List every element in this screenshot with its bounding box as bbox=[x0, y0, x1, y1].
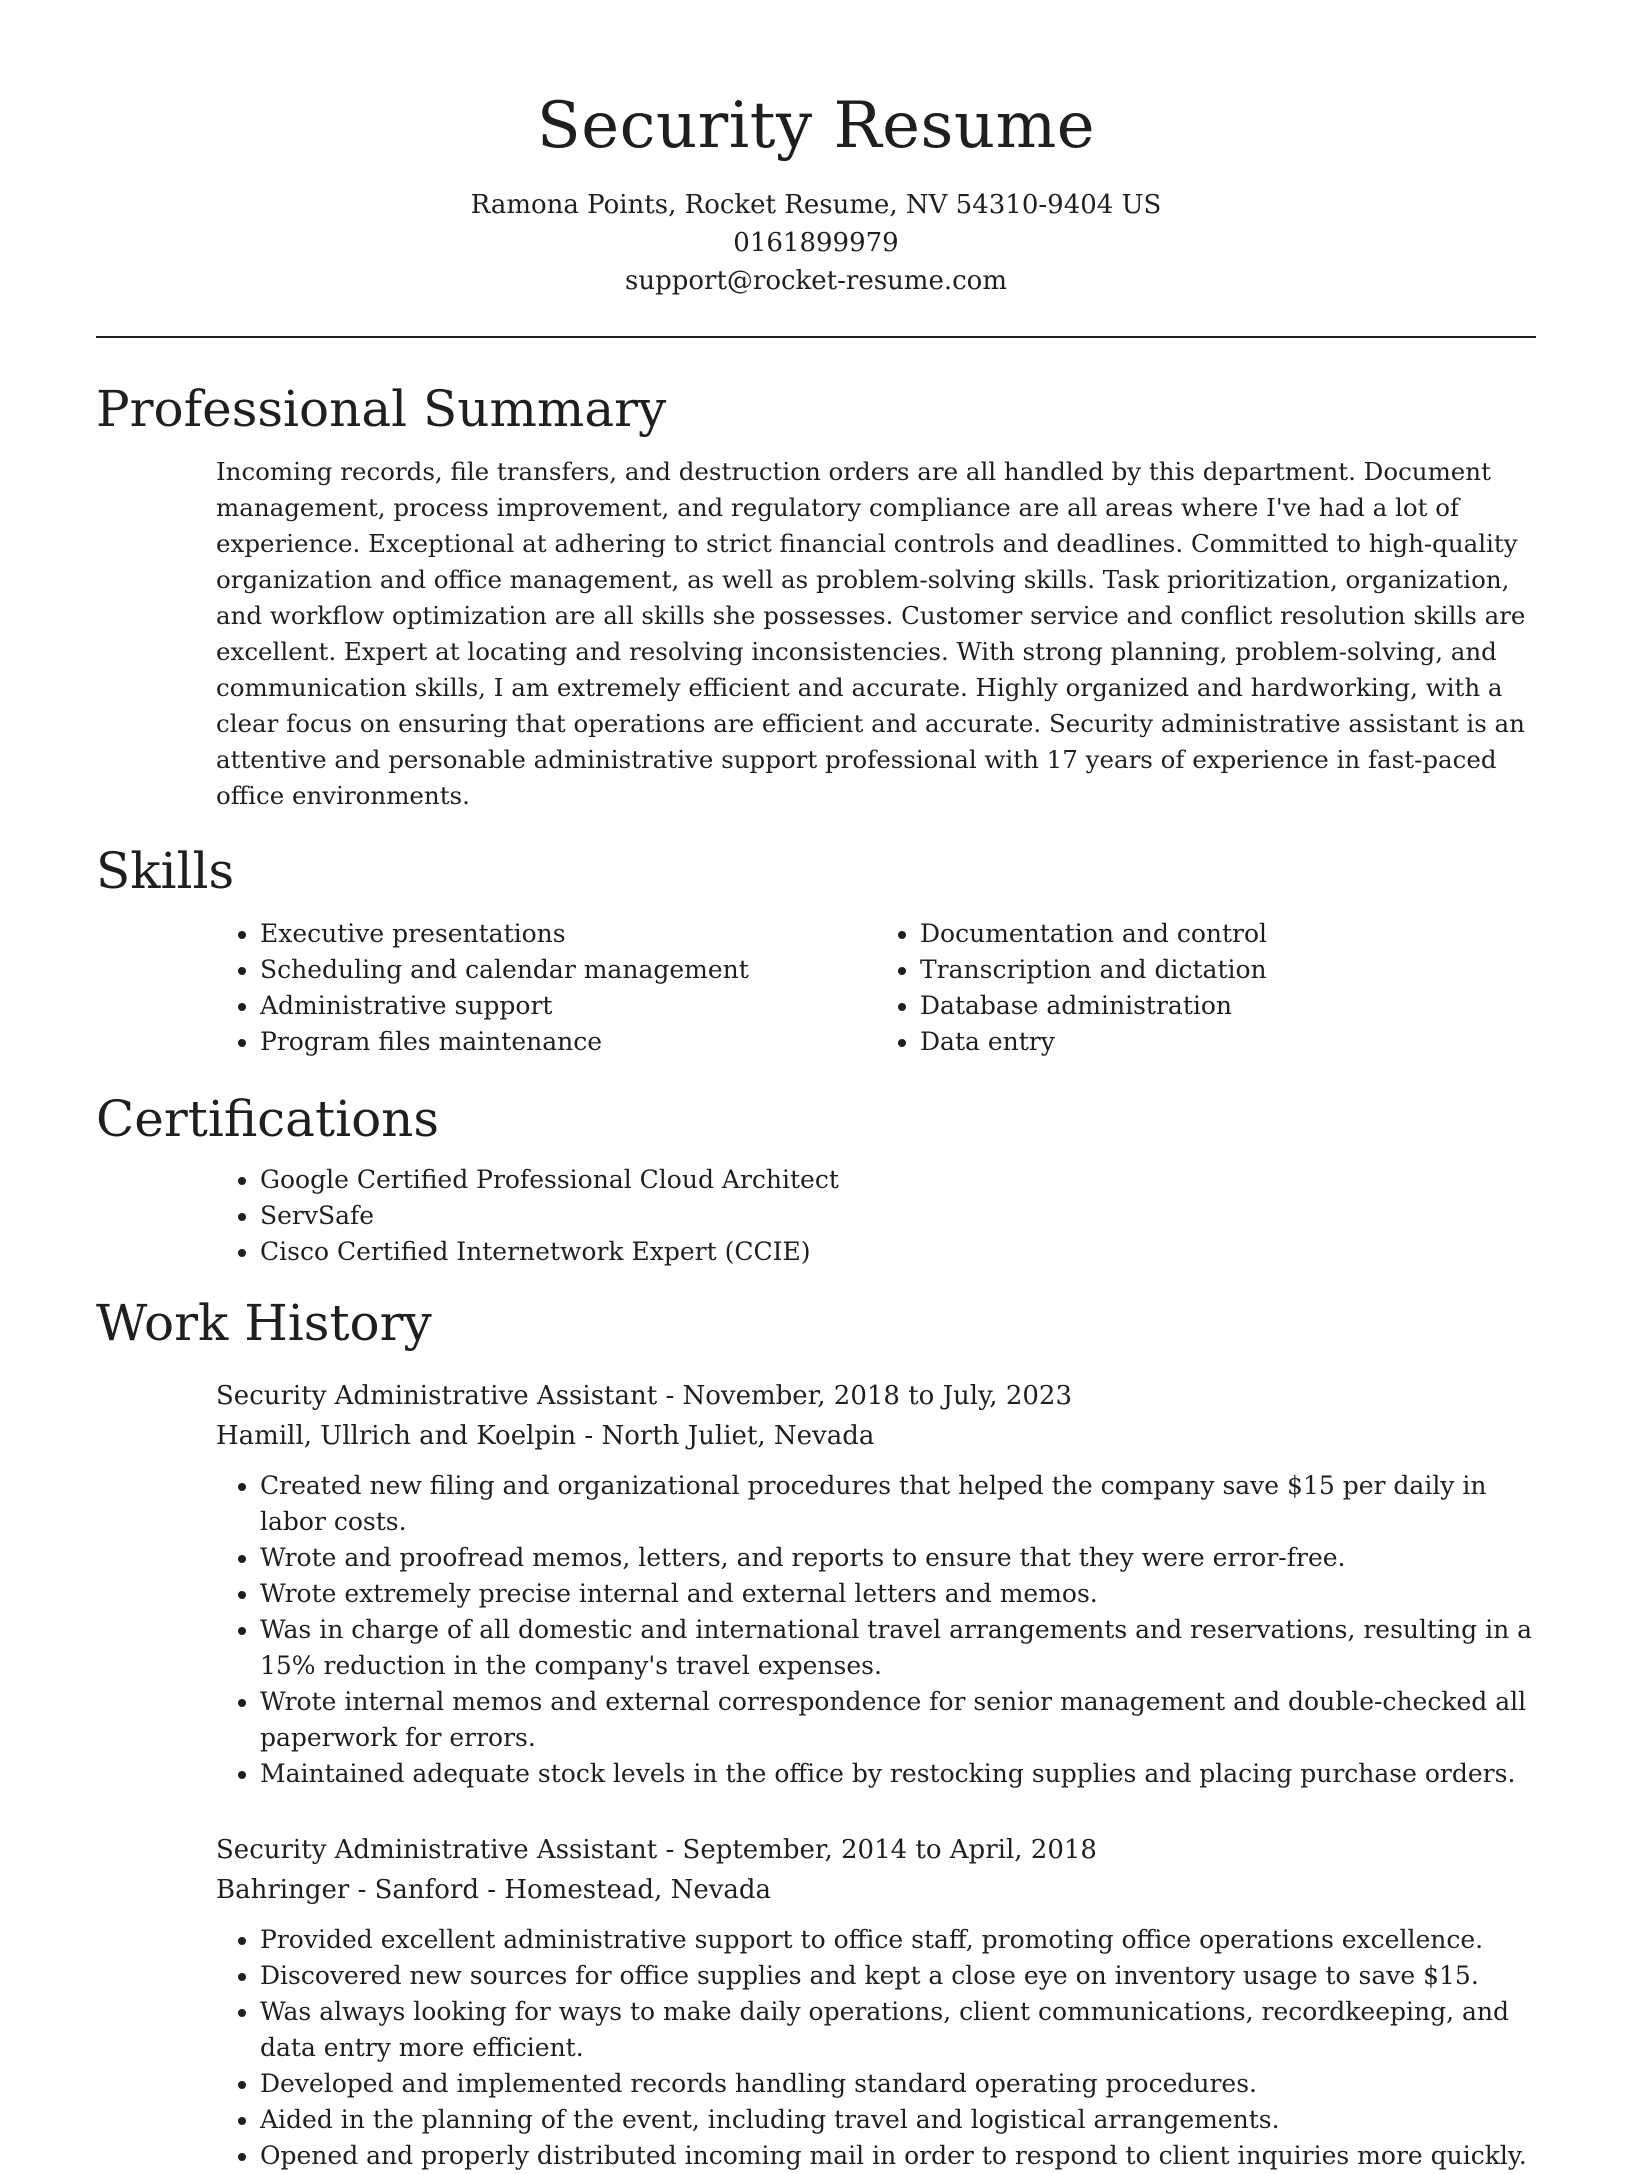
job-responsibilities bbox=[216, 1922, 1536, 2174]
skills-column-left bbox=[216, 916, 876, 1060]
header-divider bbox=[96, 336, 1536, 338]
job-company: Bahringer - Sanford bbox=[216, 1875, 480, 1905]
resume-page bbox=[96, 0, 1536, 2174]
certification-item: • Google Certified Professional Cloud Architect bbox=[260, 1162, 1536, 1198]
job-dates: September, 2014 to April, 2018 bbox=[682, 1835, 1097, 1865]
job-title-line: Security Administrative Assistant - September, 2014 to April, 2018 bbox=[216, 1835, 1097, 1865]
responsibility-item: • Wrote internal memos and external correspondence for senior management and double-checked all paperwork for errors. bbox=[260, 1684, 1536, 1756]
contact-email: support@rocket-resume.com bbox=[624, 266, 1007, 296]
professional-summary-section bbox=[96, 378, 1536, 814]
skill-item: • Data entry bbox=[920, 1024, 1536, 1060]
contact-address: Ramona Points, Rocket Resume, NV 54310-9404 US bbox=[470, 190, 1162, 220]
skills-section bbox=[96, 840, 1536, 1060]
skills-grid bbox=[216, 916, 1536, 1060]
skills-heading: Skills bbox=[96, 842, 235, 900]
certification-item: • ServSafe bbox=[260, 1198, 1536, 1234]
skill-item: • Scheduling and calendar management bbox=[260, 952, 876, 988]
responsibility-item: • Wrote extremely precise internal and external letters and memos. bbox=[260, 1576, 1536, 1612]
responsibility-item: • Wrote and proofread memos, letters, and reports to ensure that they were error-free. bbox=[260, 1540, 1536, 1576]
certifications-section bbox=[96, 1088, 1536, 1270]
job-company-line: Bahringer - Sanford - Homestead, Nevada bbox=[216, 1875, 772, 1905]
contact-phone: 0161899979 bbox=[733, 228, 899, 258]
job-title: Security Administrative Assistant bbox=[216, 1381, 658, 1411]
job-title-line: Security Administrative Assistant - November, 2018 to July, 2023 bbox=[216, 1381, 1072, 1411]
work-history-section bbox=[96, 1292, 1536, 2174]
job-entry bbox=[216, 1830, 1536, 2174]
job-title: Security Administrative Assistant bbox=[216, 1835, 658, 1865]
skill-item: • Program files maintenance bbox=[260, 1024, 876, 1060]
responsibility-item: • Maintained adequate stock levels in the office by restocking supplies and placing purchase orders. bbox=[260, 1756, 1536, 1792]
responsibility-item: • Created new filing and organizational procedures that helped the company save $15 per daily in labor costs. bbox=[260, 1468, 1536, 1540]
skills-column-right bbox=[876, 916, 1536, 1060]
responsibility-item: • Was always looking for ways to make daily operations, client communications, recordkeeping, and data entry more efficient. bbox=[260, 1994, 1536, 2066]
skill-item: • Transcription and dictation bbox=[920, 952, 1536, 988]
contact-info bbox=[96, 186, 1536, 300]
resume-title: Security Resume bbox=[536, 89, 1096, 163]
responsibility-item: • Developed and implemented records handling standard operating procedures. bbox=[260, 2066, 1536, 2102]
skill-item: • Administrative support bbox=[260, 988, 876, 1024]
certifications-heading: Certifications bbox=[96, 1090, 440, 1148]
responsibility-item: • Discovered new sources for office supplies and kept a close eye on inventory usage to save $15. bbox=[260, 1958, 1536, 1994]
responsibility-item: • Provided excellent administrative support to office staff, promoting office operations excellence. bbox=[260, 1922, 1536, 1958]
summary-text: Incoming records, file transfers, and destruction orders are all handled by this department. Document management, process improvement, and regulatory compliance are all areas where I've had a lot of experience. Exceptional at adhering to strict financial controls and deadlines. Committed to high-quality organization and office management, as well as problem-solving skills. Task prioritization, organization, and workflow optimization are all skills she possesses. Customer service and conflict resolution skills are excellent. Expert at locating and resolving inconsistencies. With strong planning, problem-solving, and communication skills, I am extremely efficient and accurate. Highly organized and hardworking, with a clear focus on ensuring that operations are efficient and accurate. Security administrative assistant is an attentive and personable administrative support professional with 17 years of experience in fast-paced office environments. bbox=[216, 457, 1526, 810]
job-entry bbox=[216, 1376, 1536, 1792]
skill-item: • Documentation and control bbox=[920, 916, 1536, 952]
certifications-list bbox=[216, 1162, 1536, 1270]
skill-item: • Database administration bbox=[920, 988, 1536, 1024]
job-location: Homestead, Nevada bbox=[504, 1875, 772, 1905]
certification-item: • Cisco Certified Internetwork Expert (CCIE) bbox=[260, 1234, 1536, 1270]
summary-heading: Professional Summary bbox=[96, 380, 667, 438]
resume-header bbox=[96, 84, 1536, 338]
responsibility-item: • Was in charge of all domestic and international travel arrangements and reservations, resulting in a 15% reduction in the company's travel expenses. bbox=[260, 1612, 1536, 1684]
job-company: Hamill, Ullrich and Koelpin bbox=[216, 1421, 577, 1451]
work-history-heading: Work History bbox=[96, 1294, 432, 1352]
responsibility-item: • Opened and properly distributed incoming mail in order to respond to client inquiries more quickly. bbox=[260, 2138, 1536, 2174]
job-company-line: Hamill, Ullrich and Koelpin - North Juliet, Nevada bbox=[216, 1421, 875, 1451]
job-location: North Juliet, Nevada bbox=[601, 1421, 875, 1451]
responsibility-item: • Aided in the planning of the event, including travel and logistical arrangements. bbox=[260, 2102, 1536, 2138]
skill-item: • Executive presentations bbox=[260, 916, 876, 952]
job-responsibilities bbox=[216, 1468, 1536, 1792]
job-dates: November, 2018 to July, 2023 bbox=[682, 1381, 1072, 1411]
